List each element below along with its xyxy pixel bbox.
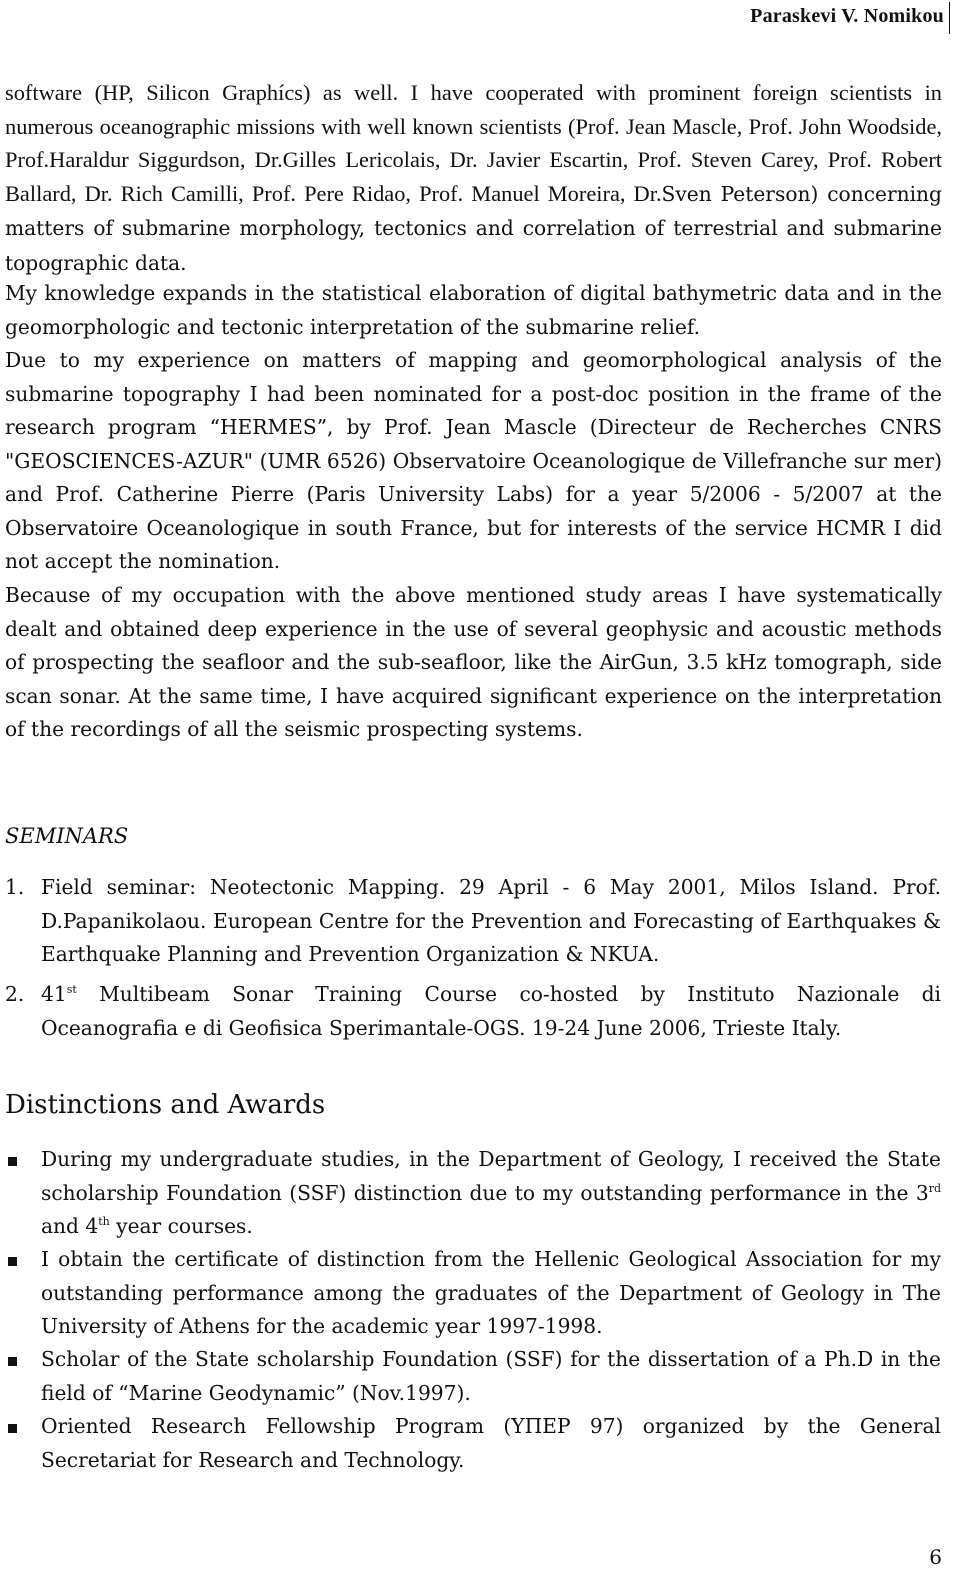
bullet-square-icon xyxy=(8,1357,17,1366)
bullet-square-icon xyxy=(8,1424,17,1433)
running-header-author: Paraskevi V. Nomikou xyxy=(750,5,944,27)
seminar-text: 41st Multibeam Sonar Training Course co-hosted by Instituto Nazionale di Oceanografia e di Geofisica Sperimantale-OGS. 19-24 June 2006, Trieste Italy. xyxy=(41,982,941,1040)
header-rule xyxy=(949,2,950,34)
page-number: 6 xyxy=(929,1545,942,1569)
distinction-text: Scholar of the State scholarship Foundation (SSF) for the dissertation of a Ph.D in the field of “Marine Geodynamic” (Nov.1997). xyxy=(41,1347,941,1405)
distinctions-heading: Distinctions and Awards xyxy=(5,1090,326,1120)
seminars-heading: SEMINARS xyxy=(5,824,129,848)
distinction-text: During my undergraduate studies, in the Department of Geology, I received the State scholarship Foundation (SSF) distinction due to my outstanding performance in the 3rd and 4th year courses. xyxy=(41,1147,941,1238)
paragraph-cooperation-end: Sven Peterson) concerning matters of submarine morphology, tectonics and correlation of terrestrial and submarine topographic data. xyxy=(5,181,942,275)
seminar-text: Field seminar: Neotectonic Mapping. 29 April - 6 May 2001, Milos Island. Prof. D.Papanikolaou. European Centre for the Prevention and Forecasting of Earthquakes & Earthquake Planning and Prevention Organization & NKUA. xyxy=(41,875,941,966)
seminar-number: 1. xyxy=(5,875,25,899)
paragraph-geophysical-methods: Because of my occupation with the above mentioned study areas I have systematically dealt and obtained deep experience in the use of several geophysic and acoustic methods of prospecting the seafloor and the sub-seafloor, like the AirGun, 3.5 kHz tomograph, side scan sonar. At the same time, I have acquired significant experience on the interpretation of the recordings of all the seismic prospecting systems. xyxy=(5,583,942,741)
paragraph-cooperation xyxy=(5,76,942,280)
bullet-square-icon xyxy=(8,1157,17,1166)
distinction-text: I obtain the certificate of distinction from the Hellenic Geological Association for my outstanding performance among the graduates of the Department of Geology in The University of Athens for the academic year 1997-1998. xyxy=(41,1247,941,1338)
paragraph-cooperation-start: software (HP, Silicon Graphícs) as well. I have cooperated with prominent foreign scientists in numerous oceanographic missions with well known scientists (Prof. Jean Mascle, Prof. John Woodside, Prof.Haraldur Siggurdson, Dr.Gilles Lericolais, Dr. Javier Escartin, Prof. Steven Carey, Prof. Robert Ballard, Dr. Rich Camilli, Prof. Pere Ridao, Prof. Manuel Moreira, Dr. xyxy=(5,80,942,206)
paragraph-bathymetry: My knowledge expands in the statistical elaboration of digital bathymetric data and in the geomorphologic and tectonic interpretation of the submarine relief. xyxy=(5,281,942,339)
seminar-number: 2. xyxy=(5,982,25,1006)
distinction-text: Oriented Research Fellowship Program (ΥΠΕΡ 97) organized by the General Secretariat for Research and Technology. xyxy=(41,1414,941,1472)
bullet-square-icon xyxy=(8,1257,17,1266)
paragraph-hermes-nomination: Due to my experience on matters of mapping and geomorphological analysis of the submarine topography I had been nominated for a post-doc position in the frame of the research program “HERMES”, by Prof. Jean Mascle (Directeur de Recherches CNRS "GEOSCIENCES-AZUR" (UMR 6526) Observatoire Oceanologique de Villefranche sur mer) and Prof. Catherine Pierre (Paris University Labs) for a year 5/2006 - 5/2007 at the Observatoire Oceanologique in south France, but for interests of the service HCMR I did not accept the nomination. xyxy=(5,348,942,573)
